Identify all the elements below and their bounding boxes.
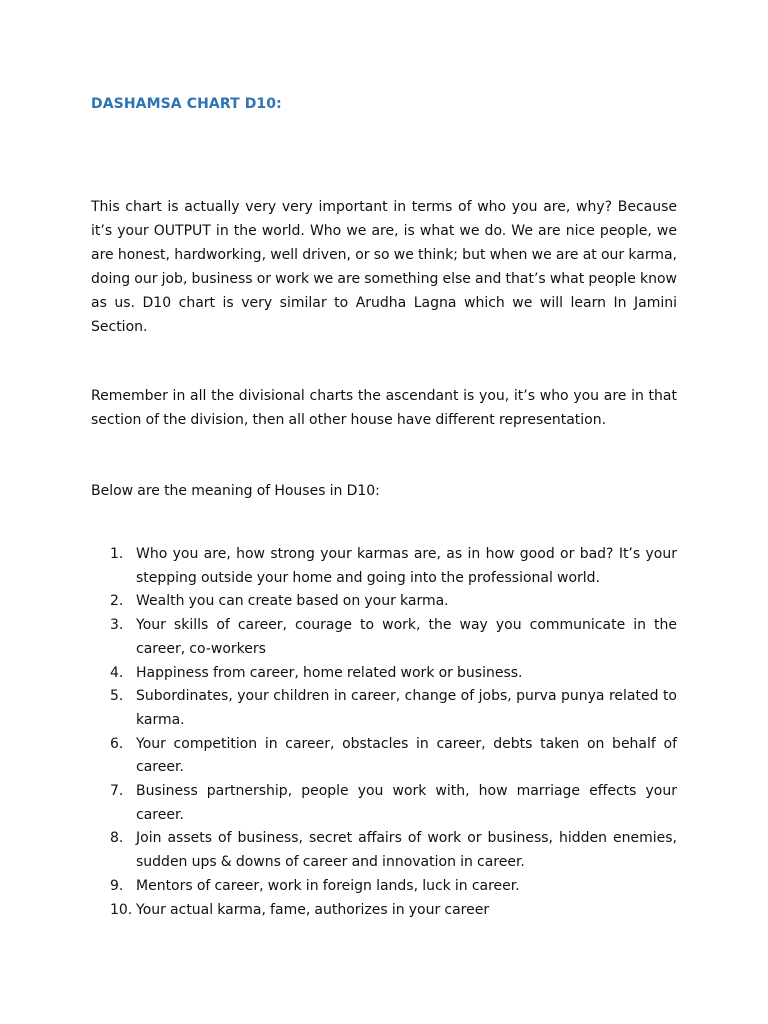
list-item-text: Who you are, how strong your karmas are, as in how good or bad? It’s your stepping outside your home and going into the professional world.: [136, 546, 677, 586]
list-item-number: 4.: [110, 664, 124, 681]
list-item-number: 10.: [110, 901, 133, 918]
list-item: [110, 899, 677, 923]
list-item: [110, 543, 677, 590]
list-item-text: Your skills of career, courage to work, the way you communicate in the career, co-workers: [136, 617, 677, 657]
list-item-text: Join assets of business, secret affairs of work or business, hidden enemies, sudden ups & downs of career and innovation in career.: [136, 830, 677, 871]
houses-list: [110, 543, 677, 922]
intro-paragraph: This chart is actually very very important in terms of who you are, why? Because it’s your OUTPUT in the world. Who we are, is what we do. We are nice people, we are honest, hardworking, well driven, or so we think; but when we are at our karma, doing our job, business or work we are something else and that’s what people know as us. D10 chart is very similar to Arudha Lagna which we will learn In Jamini Section.: [91, 199, 678, 335]
list-item-text: Business partnership, people you work with, how marriage effects your career.: [136, 783, 677, 823]
list-item: [110, 780, 677, 827]
list-item-number: 7.: [110, 783, 124, 800]
houses-intro-paragraph: Below are the meaning of Houses in D10:: [91, 483, 380, 499]
list-item-number: 1.: [110, 546, 124, 562]
list-item-text: Your competition in career, obstacles in career, debts taken on behalf of career.: [136, 735, 677, 776]
list-item: [110, 685, 677, 732]
list-item-text: Your actual karma, fame, authorizes in your career: [136, 901, 490, 918]
list-item-number: 5.: [110, 688, 124, 705]
list-item: [110, 733, 677, 780]
list-item-number: 3.: [110, 617, 124, 634]
document-title: DASHAMSA CHART D10:: [91, 96, 282, 112]
ascendant-paragraph: Remember in all the divisional charts the ascendant is you, it’s who you are in that section of the division, then all other house have different representation.: [91, 388, 677, 428]
list-item-number: 9.: [110, 877, 124, 894]
list-item: [110, 590, 677, 614]
list-item-text: Wealth you can create based on your karma.: [136, 593, 449, 610]
list-item-number: 2.: [110, 593, 124, 610]
list-item-text: Mentors of career, work in foreign lands, luck in career.: [136, 877, 520, 894]
list-item: [110, 614, 677, 661]
list-item: [110, 662, 677, 686]
list-item-number: 8.: [110, 830, 124, 847]
list-item: [110, 827, 677, 874]
list-item-text: Happiness from career, home related work or business.: [136, 664, 523, 681]
list-item-number: 6.: [110, 735, 124, 752]
list-item-text: Subordinates, your children in career, change of jobs, purva punya related to karma.: [136, 688, 677, 728]
list-item: [110, 875, 677, 899]
